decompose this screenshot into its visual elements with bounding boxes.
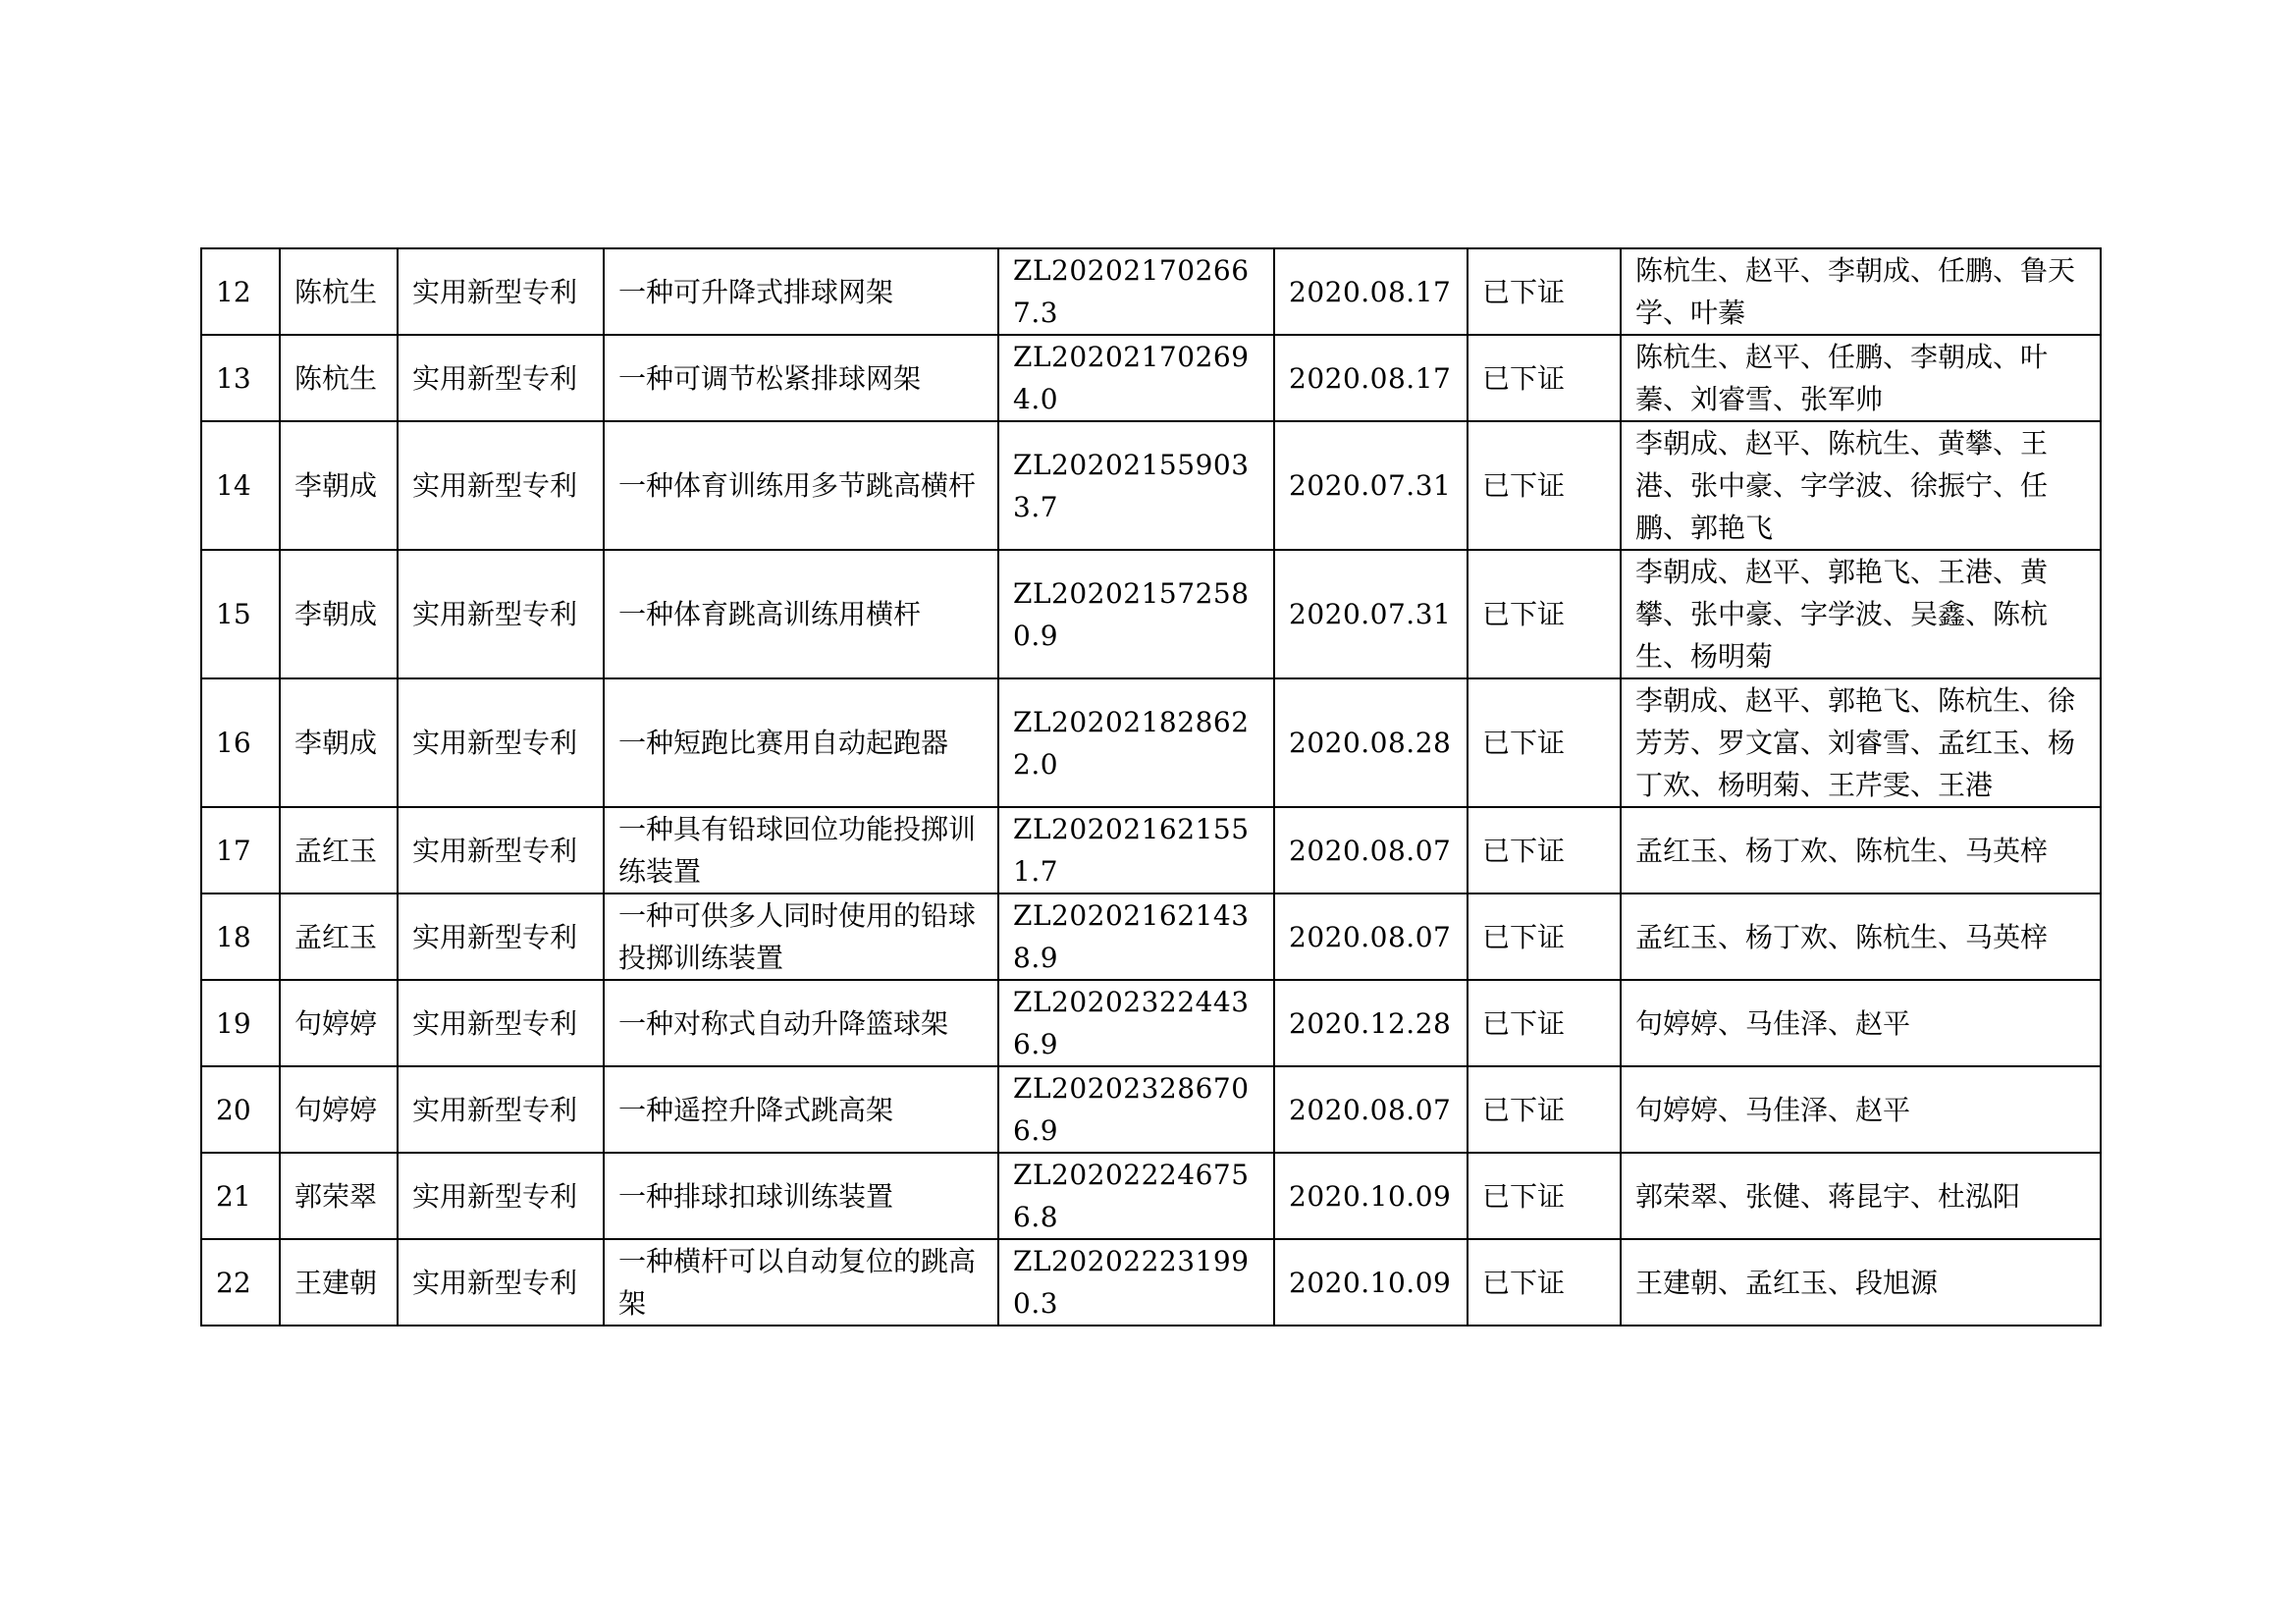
inventors-cell: 郭荣翠、张健、蒋昆宇、杜泓阳 <box>1621 1153 2101 1239</box>
owner-cell: 句婷婷 <box>280 980 398 1066</box>
patent-number-cell: ZL202023224436.9 <box>998 980 1274 1066</box>
status-cell: 已下证 <box>1468 893 1621 980</box>
table-row <box>201 1153 2101 1239</box>
patent-table <box>200 247 2102 1326</box>
date-cell: 2020.10.09 <box>1274 1153 1468 1239</box>
row-number: 12 <box>201 248 280 335</box>
status-cell: 已下证 <box>1468 1066 1621 1153</box>
inventors-cell: 陈杭生、赵平、任鹏、李朝成、叶蓁、刘睿雪、张军帅 <box>1621 335 2101 421</box>
table-row <box>201 1239 2101 1326</box>
patent-type-cell: 实用新型专利 <box>398 893 604 980</box>
patent-type-cell: 实用新型专利 <box>398 807 604 893</box>
row-number: 17 <box>201 807 280 893</box>
patent-type-cell: 实用新型专利 <box>398 1153 604 1239</box>
patent-type-cell: 实用新型专利 <box>398 1066 604 1153</box>
patent-title-cell: 一种短跑比赛用自动起跑器 <box>604 678 998 807</box>
patent-title-cell: 一种排球扣球训练装置 <box>604 1153 998 1239</box>
date-cell: 2020.08.07 <box>1274 893 1468 980</box>
owner-cell: 孟红玉 <box>280 893 398 980</box>
owner-cell: 王建朝 <box>280 1239 398 1326</box>
patent-number-cell: ZL202021621551.7 <box>998 807 1274 893</box>
row-number: 19 <box>201 980 280 1066</box>
patent-title-cell: 一种可供多人同时使用的铅球投掷训练装置 <box>604 893 998 980</box>
date-cell: 2020.08.17 <box>1274 335 1468 421</box>
owner-cell: 李朝成 <box>280 550 398 678</box>
inventors-cell: 句婷婷、马佳泽、赵平 <box>1621 980 2101 1066</box>
patent-number-cell: ZL202021702694.0 <box>998 335 1274 421</box>
inventors-cell: 孟红玉、杨丁欢、陈杭生、马英梓 <box>1621 893 2101 980</box>
owner-cell: 陈杭生 <box>280 335 398 421</box>
patent-type-cell: 实用新型专利 <box>398 248 604 335</box>
date-cell: 2020.08.17 <box>1274 248 1468 335</box>
inventors-cell: 孟红玉、杨丁欢、陈杭生、马英梓 <box>1621 807 2101 893</box>
patent-number-cell: ZL202021828622.0 <box>998 678 1274 807</box>
table-row <box>201 335 2101 421</box>
owner-cell: 李朝成 <box>280 421 398 550</box>
row-number: 14 <box>201 421 280 550</box>
date-cell: 2020.07.31 <box>1274 421 1468 550</box>
patent-number-cell: ZL202023286706.9 <box>998 1066 1274 1153</box>
patent-type-cell: 实用新型专利 <box>398 678 604 807</box>
inventors-cell: 陈杭生、赵平、李朝成、任鹏、鲁天学、叶蓁 <box>1621 248 2101 335</box>
inventors-cell: 李朝成、赵平、陈杭生、黄攀、王港、张中豪、字学波、徐振宁、任鹏、郭艳飞 <box>1621 421 2101 550</box>
patent-number-cell: ZL202021559033.7 <box>998 421 1274 550</box>
status-cell: 已下证 <box>1468 421 1621 550</box>
status-cell: 已下证 <box>1468 807 1621 893</box>
status-cell: 已下证 <box>1468 980 1621 1066</box>
patent-title-cell: 一种可升降式排球网架 <box>604 248 998 335</box>
owner-cell: 句婷婷 <box>280 1066 398 1153</box>
date-cell: 2020.07.31 <box>1274 550 1468 678</box>
table-row <box>201 893 2101 980</box>
patent-type-cell: 实用新型专利 <box>398 550 604 678</box>
row-number: 21 <box>201 1153 280 1239</box>
status-cell: 已下证 <box>1468 1239 1621 1326</box>
patent-number-cell: ZL202022231990.3 <box>998 1239 1274 1326</box>
status-cell: 已下证 <box>1468 335 1621 421</box>
date-cell: 2020.12.28 <box>1274 980 1468 1066</box>
patent-type-cell: 实用新型专利 <box>398 1239 604 1326</box>
status-cell: 已下证 <box>1468 550 1621 678</box>
table-row <box>201 807 2101 893</box>
date-cell: 2020.10.09 <box>1274 1239 1468 1326</box>
patent-number-cell: ZL202022246756.8 <box>998 1153 1274 1239</box>
row-number: 22 <box>201 1239 280 1326</box>
table-row <box>201 248 2101 335</box>
patent-title-cell: 一种可调节松紧排球网架 <box>604 335 998 421</box>
inventors-cell: 李朝成、赵平、郭艳飞、王港、黄攀、张中豪、字学波、吴鑫、陈杭生、杨明菊 <box>1621 550 2101 678</box>
owner-cell: 孟红玉 <box>280 807 398 893</box>
owner-cell: 李朝成 <box>280 678 398 807</box>
patent-type-cell: 实用新型专利 <box>398 980 604 1066</box>
row-number: 16 <box>201 678 280 807</box>
date-cell: 2020.08.28 <box>1274 678 1468 807</box>
patent-type-cell: 实用新型专利 <box>398 421 604 550</box>
patent-title-cell: 一种体育跳高训练用横杆 <box>604 550 998 678</box>
table-row <box>201 421 2101 550</box>
inventors-cell: 句婷婷、马佳泽、赵平 <box>1621 1066 2101 1153</box>
table-row <box>201 550 2101 678</box>
patent-type-cell: 实用新型专利 <box>398 335 604 421</box>
patent-number-cell: ZL202021572580.9 <box>998 550 1274 678</box>
status-cell: 已下证 <box>1468 248 1621 335</box>
patent-title-cell: 一种遥控升降式跳高架 <box>604 1066 998 1153</box>
inventors-cell: 李朝成、赵平、郭艳飞、陈杭生、徐芳芳、罗文富、刘睿雪、孟红玉、杨丁欢、杨明菊、王芹雯、王港 <box>1621 678 2101 807</box>
status-cell: 已下证 <box>1468 678 1621 807</box>
table-row <box>201 678 2101 807</box>
patent-number-cell: ZL202021621438.9 <box>998 893 1274 980</box>
owner-cell: 陈杭生 <box>280 248 398 335</box>
status-cell: 已下证 <box>1468 1153 1621 1239</box>
row-number: 18 <box>201 893 280 980</box>
row-number: 15 <box>201 550 280 678</box>
patent-title-cell: 一种体育训练用多节跳高横杆 <box>604 421 998 550</box>
patent-title-cell: 一种横杆可以自动复位的跳高架 <box>604 1239 998 1326</box>
row-number: 20 <box>201 1066 280 1153</box>
row-number: 13 <box>201 335 280 421</box>
patent-number-cell: ZL202021702667.3 <box>998 248 1274 335</box>
patent-title-cell: 一种具有铅球回位功能投掷训练装置 <box>604 807 998 893</box>
patent-title-cell: 一种对称式自动升降篮球架 <box>604 980 998 1066</box>
table-row <box>201 1066 2101 1153</box>
date-cell: 2020.08.07 <box>1274 1066 1468 1153</box>
inventors-cell: 王建朝、孟红玉、段旭源 <box>1621 1239 2101 1326</box>
table-row <box>201 980 2101 1066</box>
owner-cell: 郭荣翠 <box>280 1153 398 1239</box>
date-cell: 2020.08.07 <box>1274 807 1468 893</box>
